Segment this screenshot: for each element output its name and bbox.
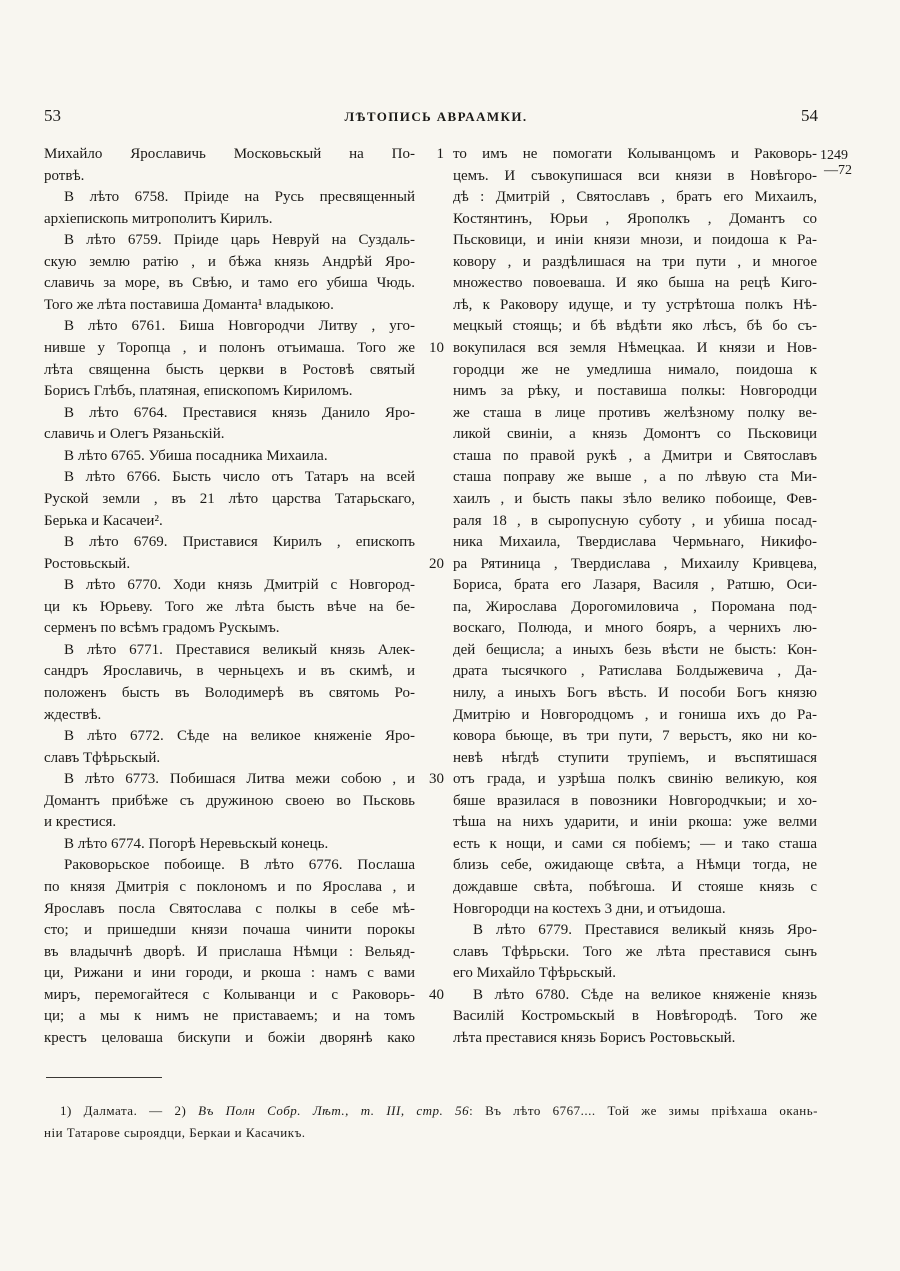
text-line: мецкый стоящь; и бѣ вѣдѣти яко лѣсъ, бѣ бо съ-	[453, 318, 817, 335]
text-line: лѣта священна бысть церкви в Ростовѣ святый	[44, 361, 415, 378]
text-line: множество повоеваша. И яко быша на рецѣ Киго-	[453, 275, 817, 292]
text-line: В лѣто 6779. Преставися великый князь Яро-	[473, 922, 817, 939]
text-line: Ростовьскый.	[44, 555, 131, 572]
text-line: сандръ Ярославичь, в черньцехъ и въ скимѣ, и	[44, 663, 415, 680]
text-line: славъ Тфѣрьски. Того же лѣта преставися сынъ	[453, 943, 817, 960]
text-line: цемъ. И съвокупишася вси князи в Новѣгоро-	[453, 167, 817, 184]
text-line: невѣ нѣгдѣ ступити трупіемъ, и въспятишася	[453, 749, 817, 766]
text-line: Берька и Касачеи².	[44, 512, 163, 529]
text-line: Борисъ Глѣбъ, платяная, епископомъ Кириломъ.	[44, 383, 353, 400]
footnote-source-citation: Въ Полн Собр. Лѣт., т. III, стр. 56	[198, 1103, 470, 1118]
footnote-text: ніи Татарове сыроядци, Беркаи и Касачикъ.	[44, 1125, 306, 1140]
text-line: В лѣто 6772. Сѣде на великое княженіе Яро-	[64, 728, 415, 745]
text-line: архіепископь митрополитъ Кирилъ.	[44, 210, 273, 227]
footnote-text: 1) Далмата. — 2)	[60, 1103, 199, 1118]
text-line: Ярославъ посла Святослава с полкы в себе мѣ-	[44, 900, 415, 917]
text-line: ци къ Юрьеву. Того же лѣта бысть вѣче на бе-	[44, 598, 415, 615]
text-line: В лѣто 6759. Пріиде царь Невруй на Суздаль-	[64, 232, 415, 249]
text-line: Василій Костромьскый в Новѣгородѣ. Того же	[453, 1008, 817, 1025]
text-line: дождавше свѣта, побѣгоша. И стояше князь с	[453, 879, 817, 896]
text-line: серменъ по всѣмъ градомъ Рускымъ.	[44, 620, 280, 637]
text-line: лѣ, к Раковору идуще, и ту устрѣтоша полкъ Нѣ-	[453, 296, 817, 313]
text-line: Руской земли , въ 21 лѣто царства Татарьскаго,	[44, 490, 415, 507]
text-line: В лѣто 6758. Пріиде на Русь пресвященный	[64, 189, 415, 206]
text-line: крестъ целоваша бискупи и божіи дворянѣ како	[44, 1029, 415, 1046]
text-line: положенъ бысть въ Володимерѣ въ святомь Ро-	[44, 685, 415, 701]
text-line: его Михайло Тфѣрьскый.	[453, 965, 616, 982]
text-line: хаилъ , и бысть пакы зѣло велико побоище, Фев-	[453, 490, 817, 507]
text-line: Дмитрію и Новгородцомъ , и гониша ихъ до Ра-	[453, 706, 817, 723]
text-line: и крестися.	[44, 814, 117, 831]
text-line: па, Жирослава Дорогомиловича , Поромана под-	[453, 598, 817, 615]
text-line: В лѣто 6769. Приставися Кирилъ , епископъ	[64, 534, 415, 551]
footnote-line	[44, 1100, 818, 1122]
text-line: В лѣто 6761. Биша Новгородчи Литву , уго-	[64, 318, 415, 335]
line-number-gutter	[418, 144, 444, 1054]
text-line: близь себе, ожидающе свѣта, а Нѣмци тогда, не	[453, 857, 817, 874]
text-line: славичь и Олегъ Рязаньскій.	[44, 426, 225, 443]
text-line: В лѣто 6770. Ходи князь Дмитрій с Новгород-	[64, 577, 415, 594]
text-line: Бориса, брата его Лазаря, Василя , Ратшю, Оси-	[453, 577, 817, 594]
text-line: славъ Тфѣрьскый.	[44, 749, 161, 766]
text-line: въ владычнѣ дворѣ. И прислаша Нѣмци : Вельяд-	[44, 943, 415, 960]
line-number: 30	[429, 771, 444, 788]
text-line: есть к нощи, и сами ся побіемъ; — и тако сташа	[453, 835, 817, 852]
text-line: Новгородци на костехъ 3 дни, и отъидоша.	[453, 900, 726, 917]
text-line: Михайло Ярославичь Московьскый на По-	[44, 146, 415, 162]
footnote-line	[44, 1122, 818, 1144]
text-line: дей бещисла; а иныхъ безь вѣсти не бысть: Кон-	[453, 641, 817, 658]
margin-note-year-end: —72	[824, 163, 852, 178]
text-line: В лѣто 6780. Сѣде на великое княженіе князь	[473, 986, 817, 1003]
text-line: городци же не умедлиша нимало, поидоша к	[453, 361, 817, 378]
text-line: ликой свиніи, а князь Домонтъ со Пьсковици	[453, 426, 817, 443]
text-line: отъ града, и узрѣша полкъ свинію великую, коя	[453, 771, 817, 788]
text-line: скую землю ратію , и бѣжа князь Андрѣй Яро-	[44, 253, 415, 270]
text-line: В лѣто 6766. Бысть число отъ Татаръ на всей	[64, 469, 415, 486]
text-line: сташа по правой рукѣ , а Дмитри и Святославъ	[453, 447, 817, 464]
text-line: В лѣто 6771. Преставися великый князь Алек-	[64, 641, 415, 658]
line-number: 1	[436, 146, 444, 162]
text-line: нимъ за рѣку, и поставиша полкы: Новгородци	[453, 383, 817, 400]
text-line: В лѣто 6764. Преставися князь Данило Яро-	[64, 404, 415, 421]
text-line: ждествѣ.	[44, 706, 102, 723]
line-number: 10	[429, 340, 444, 357]
text-line: Пьсковици, и иніи князи мнози, и поидоша к Ра-	[453, 232, 817, 249]
text-line: ника Михаила, Твердислава Чермьнаго, Никифо-	[453, 534, 817, 551]
text-line: В лѣто 6765. Убиша посадника Михаила.	[64, 447, 328, 464]
footnote-separator-rule	[46, 1077, 162, 1078]
text-line: ци; а мы к нимъ не приставаемъ; и на томъ	[44, 1008, 415, 1025]
text-line: ковора бьюще, въ три пути, 7 верьстъ, яко ни ко-	[453, 728, 817, 745]
text-line: славичь за море, въ Свѣю, и тамо его убиша Чюдь.	[44, 275, 415, 292]
running-title: ЛѢТОПИСЬ АВРААМКИ.	[344, 109, 528, 124]
text-line: Того же лѣта поставиша Доманта¹ владыкою.	[44, 296, 334, 313]
text-line: ротвѣ.	[44, 167, 85, 184]
margin-note-year-start: 1249	[820, 148, 848, 163]
text-line: миръ, перемогайтеся с Колыванци и с Раковорь-	[44, 986, 415, 1003]
text-line: Раковорьское побоище. В лѣто 6776. Послаша	[64, 857, 415, 874]
text-line: бяше вразилася в повозники Новгородчкыи; и хо-	[453, 792, 817, 809]
text-line: Костянтинъ, Юрьи , Ярополкъ , Домантъ со	[453, 210, 817, 227]
right-text-column	[453, 144, 817, 1054]
text-line: то имъ не помогати Колыванцомъ и Раковорь-	[453, 146, 817, 162]
text-line: вокупилася вся земля Нѣмецкаа. И князи и Нов-	[453, 340, 817, 357]
text-line: нилу, а иныхъ Богъ вѣсть. И пособи Богъ князю	[453, 685, 817, 701]
footnote-text: : Въ лѣто 6767.... Той же зимы пріѣхаша окань-	[469, 1103, 818, 1118]
text-line: ковору , и раздѣлишася на три пути , и многое	[453, 253, 817, 270]
text-line: Домантъ прибѣже съ дружиною своею во Пьсковь	[44, 792, 415, 809]
text-line: В лѣто 6773. Побишася Литва межи собою , и	[64, 771, 415, 788]
text-line: сто; и пришедши князи почаша чинити порокы	[44, 922, 415, 939]
text-line: по князя Дмитрія с поклономъ и по Ярослава , и	[44, 879, 415, 896]
line-number: 20	[429, 555, 444, 572]
text-line: воскаго, Полюда, и много бояръ, а чернихъ лю-	[453, 620, 817, 637]
text-line: драта тысячкого , Ратислава Болдыжевича , Да-	[453, 663, 817, 680]
page-number-right: 54	[801, 106, 818, 125]
text-line: же сташа в лице противъ желѣзному полку ве-	[453, 404, 817, 421]
text-line: ци, Рижани и ини городи, и ркоша : намъ с вами	[44, 965, 415, 982]
text-line: лѣта преставися князь Борисъ Ростовьскый.	[453, 1029, 736, 1046]
text-line: раля 18 , в сыропусную суботу , и убиша посад-	[453, 512, 817, 529]
page-number-left: 53	[44, 106, 61, 125]
text-line: дѣ : Дмитрій , Святославъ , братъ его Михаилъ,	[453, 189, 817, 206]
footnotes	[44, 1100, 818, 1144]
text-line: тѣша на нихъ ударити, и иніи ркоша: уже велми	[453, 814, 817, 831]
left-text-column	[44, 144, 415, 1054]
line-number: 40	[429, 986, 444, 1003]
text-line: сташа поправу же выше , а по лѣвую ста Ми-	[453, 469, 817, 486]
text-line: нивше у Торопца , и полонъ отъимаша. Того же	[44, 340, 415, 357]
text-line: ра Рятиница , Твердислава , Михаилу Кривцева,	[453, 555, 817, 572]
text-line: В лѣто 6774. Погорѣ Неревьскый конець.	[64, 835, 329, 852]
